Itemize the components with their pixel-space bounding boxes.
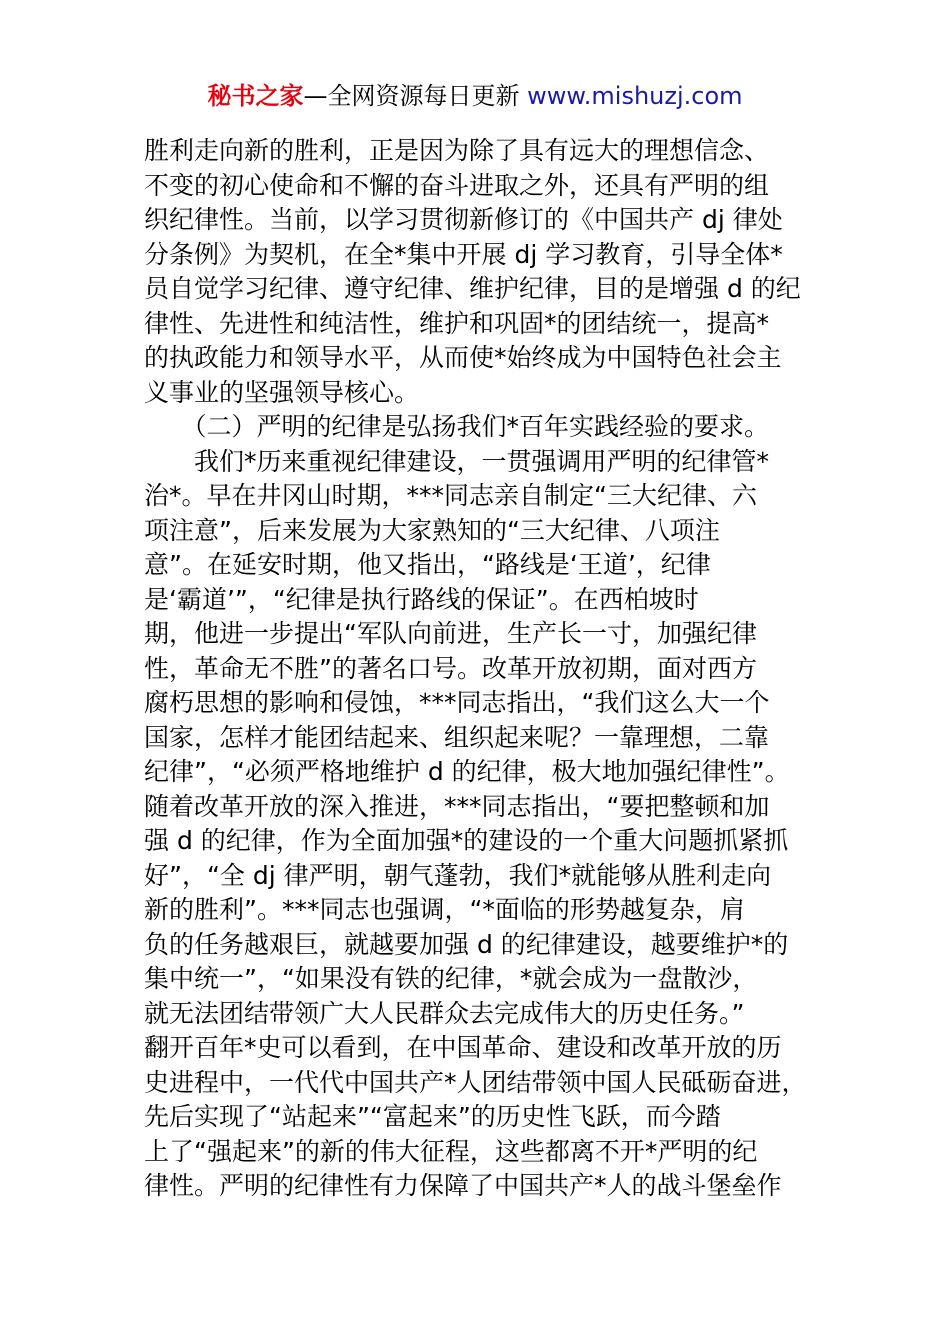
text-line: 我们*历来重视纪律建设，一贯强调用严明的纪律管* — [144, 446, 770, 476]
text-line: 胜利走向新的胜利，正是因为除了具有远大的理想信念、 — [144, 136, 770, 165]
text-line: 上了“强起来”的新的伟大征程，这些都离不开*严明的纪 — [144, 1136, 758, 1166]
text-line: 新的胜利”。***同志也强调，“*面临的形势越复杂，肩 — [144, 895, 745, 924]
text-line: 织纪律性。当前，以学习贯彻新修订的《中国共产 dj 律处 — [144, 205, 783, 234]
text-line: 腐朽思想的影响和侵蚀，***同志指出，“我们这么大一个 — [144, 688, 770, 717]
text-line: 就无法团结带领广大人民群众去完成伟大的历史任务。” — [144, 998, 745, 1028]
text-line: 律性、先进性和纯洁性，维护和巩固*的团结统一，提高* — [144, 308, 770, 338]
text-line: 项注意”，后来发展为大家熟知的“三大纪律、八项注 — [144, 515, 720, 545]
text-line: 随着改革开放的深入推进，***同志指出，“要把整顿和加 — [144, 791, 770, 821]
text-line: 是‘霸道’”，“纪律是执行路线的保证”。在西柏坡时 — [144, 584, 699, 614]
document-body — [144, 134, 824, 1204]
text-line: 员自觉学习纪律、遵守纪律、维护纪律，目的是增强 d 的纪 — [144, 274, 801, 303]
text-line: 不变的初心使命和不懈的奋斗进取之外，还具有严明的组 — [144, 170, 770, 200]
text-line: 律性。严明的纪律性有力保障了中国共产*人的战斗堡垒作 — [144, 1171, 782, 1200]
site-url-link[interactable]: www.mishuzj.com — [527, 82, 743, 110]
text-line: 分条例》为契机，在全*集中开展 dj 学习教育，引导全体* — [144, 239, 783, 269]
text-line: 的执政能力和领导水平，从而使*始终成为中国特色社会主 — [144, 343, 782, 372]
text-line: 翻开百年*史可以看到，在中国革命、建设和改革开放的历 — [144, 1033, 782, 1062]
text-line: 意”。在延安时期，他又指出，“路线是‘王道’，纪律 — [144, 550, 711, 579]
site-header — [0, 80, 950, 112]
text-line: 性，革命无不胜”的著名口号。改革开放初期，面对西方 — [144, 653, 757, 683]
site-brand: 秘书之家 — [207, 82, 304, 110]
text-line: 国家，怎样才能团结起来、组织起来呢？一靠理想，二靠 — [144, 722, 770, 752]
text-line: 先后实现了“站起来”“富起来”的历史性飞跃，而今踏 — [144, 1102, 721, 1131]
text-line: 纪律”，“必须严格地维护 d 的纪律，极大地加强纪律性”。 — [144, 757, 790, 786]
text-line: 期，他进一步提出“军队向前进，生产长一寸，加强纪律 — [144, 619, 757, 648]
section-heading: （二）严明的纪律是弘扬我们*百年实践经验的要求。 — [144, 412, 770, 441]
text-line: 好”，“全 dj 律严明，朝气蓬勃，我们*就能够从胜利走向 — [144, 860, 772, 890]
text-line: 治*。早在井冈山时期，***同志亲自制定“三大纪律、六 — [144, 481, 757, 510]
site-tagline: —全网资源每日更新 — [303, 82, 528, 110]
text-line: 强 d 的纪律，作为全面加强*的建设的一个重大问题抓紧抓 — [144, 826, 789, 855]
text-line: 负的任务越艰巨，就越要加强 d 的纪律建设，越要维护*的 — [144, 929, 789, 959]
text-line: 集中统一”，“如果没有铁的纪律，*就会成为一盘散沙， — [144, 964, 758, 993]
text-line: 史进程中，一代代中国共产*人团结带领中国人民砥砺奋进， — [144, 1067, 807, 1097]
text-line: 义事业的坚强领导核心。 — [144, 377, 420, 407]
